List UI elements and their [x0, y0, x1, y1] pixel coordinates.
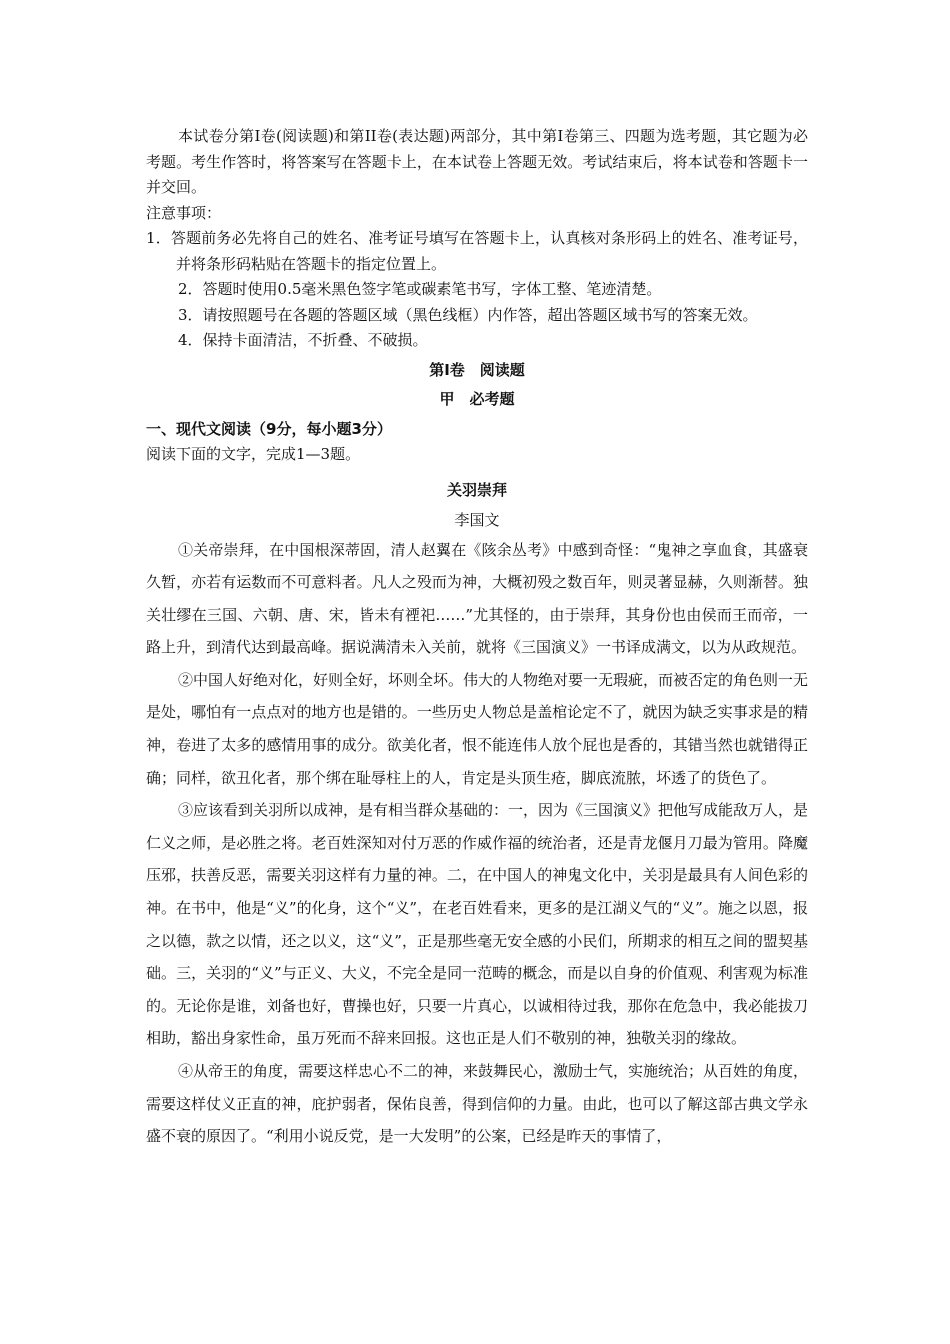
- article-paragraph-2: ②中国人好绝对化，好则全好，坏则全坏。伟大的人物绝对要一无瑕疵，而被否定的角色则一无是处，哪怕有一点点对的地方也是错的。一些历史人物总是盖棺论定不了，就因为缺乏实事求是的精神，卷进了太多的感情用事的成分。欲美化者，恨不能连伟人放个屁也是香的，其错当然也就错得正确；同样，欲丑化者，那个绑在耻辱柱上的人，肯定是头顶生疮，脚底流脓，坏透了的货色了。: [146, 670, 809, 787]
- note-item-3: 3．请按照题号在各题的答题区域（黑色线框）内作答，超出答题区域书写的答案无效。: [178, 305, 758, 324]
- reading-instruction: 阅读下面的文字，完成1—3题。: [146, 445, 361, 463]
- article-author: 李国文: [454, 510, 500, 529]
- note-item-2: 2．答题时使用0.5毫米黑色签字笔或碳素笔书写，字体工整、笔迹清楚。: [178, 280, 662, 298]
- notes-heading: 注意事项：: [146, 203, 222, 222]
- article-title: 关羽崇拜: [446, 480, 507, 499]
- question-heading: 一、现代文阅读（9分，每小题3分）: [146, 419, 392, 438]
- part-title: 甲 必考题: [439, 390, 515, 408]
- article-paragraph-3: ③应该看到关羽所以成神，是有相当群众基础的：一，因为《三国演义》把他写成能敌万人，是仁义之师，是必胜之将。老百姓深知对付万恶的作威作福的统治者，还是青龙偃月刀最为管用。降魔压邪，扶善反恶，需要关羽这样有力量的神。二，在中国人的神鬼文化中，关羽是最具有人间色彩的神。在书中，他是“义”的化身，这个“义”，在老百姓看来，更多的是江湖义气的“义”。施之以恩，报之以德，款之以情，还之以义，这“义”，正是那些毫无安全感的小民们，所期求的相互之间的盟契基础。三，关羽的“义”与正义、大义，不完全是同一范畴的概念，而是以自身的价值观、利害观为标准的。无论你是谁，刘备也好，曹操也好，只要一片真心，以诚相待过我，那你在危急中，我必能拔刀相助，豁出身家性命，虽万死而不辞来回报。这也正是人们不敬别的神，独敬关羽的缘故。: [146, 801, 809, 1048]
- note-item-1: 1．答题前务必先将自己的姓名、准考证号填写在答题卡上，认真核对条形码上的姓名、准考证号，并将条形码粘贴在答题卡的指定位置上。: [146, 229, 808, 273]
- note-item-4: 4．保持卡面清洁，不折叠、不破损。: [178, 331, 428, 349]
- article-paragraph-1: ①关帝崇拜，在中国根深蒂固，清人赵翼在《陔余丛考》中感到奇怪：“鬼神之享血食，其盛衰久暂，亦若有运数而不可意料者。凡人之殁而为神，大概初殁之数百年，则灵著显赫，久则渐替。独关壮缪在三国、六朝、唐、宋，皆未有禋祀……”尤其怪的，由于崇拜，其身份也由侯而王而帝，一路上升，到清代达到最高峰。据说满清未入关前，就将《三国演义》一书译成满文，以为从政规范。: [146, 540, 808, 657]
- article-body: [146, 534, 808, 1153]
- exam-intro-paragraph: 本试卷分第Ⅰ卷(阅读题)和第II卷(表达题)两部分，其中第Ⅰ卷第三、四题为选考题，其它题为必考题。考生作答时，将答案写在答题卡上，在本试卷上答题无效。考试结束后，将本试卷和答题卡一并交回。: [146, 127, 808, 196]
- volume-title: 第Ⅰ卷 阅读题: [429, 360, 525, 379]
- article-paragraph-4: ④从帝王的角度，需要这样忠心不二的神，来鼓舞民心，激励士气，实施统治；从百姓的角度，需要这样仗义正直的神，庇护弱者，保佑良善，得到信仰的力量。由此，也可以了解这部古典文学永盛不衰的原因了。“利用小说反党，是一大发明”的公案，已经是昨天的事情了，: [146, 1062, 809, 1146]
